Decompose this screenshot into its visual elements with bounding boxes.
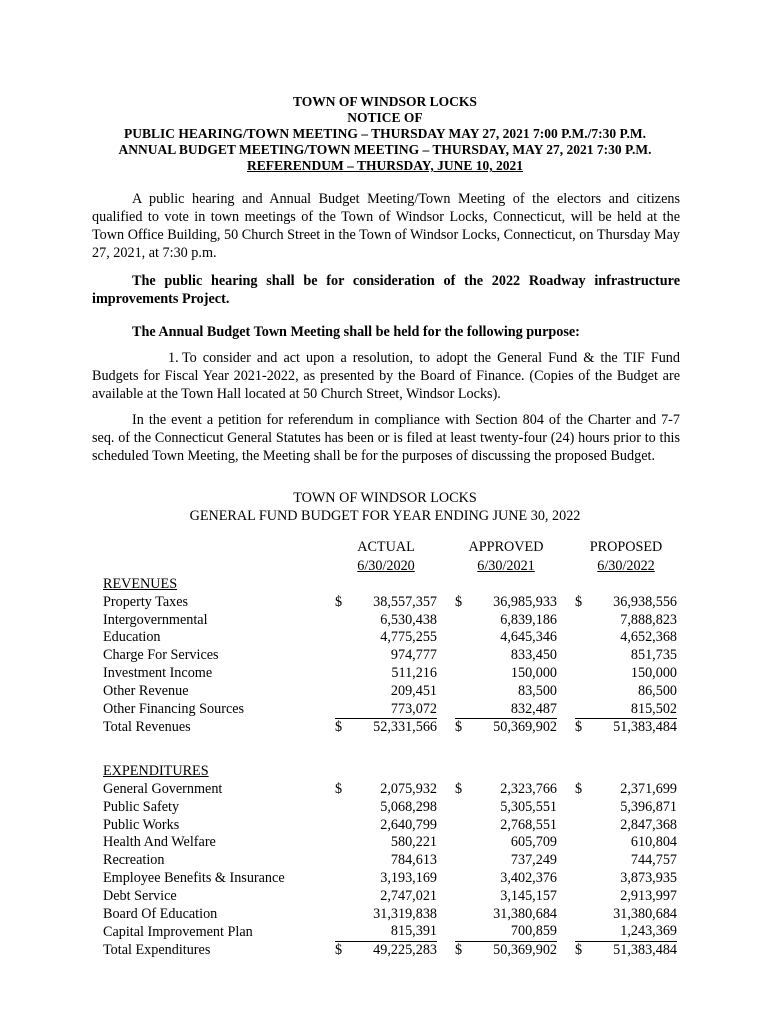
table-row	[103, 906, 677, 924]
row-label: Charge For Services	[103, 647, 219, 664]
revenues-total-row	[103, 719, 677, 737]
row-value: 2,768,551	[500, 816, 557, 833]
currency-sign: $	[455, 942, 469, 960]
header-town: TOWN OF WINDSOR LOCKS	[293, 94, 477, 109]
row-value: 3,873,935	[620, 869, 677, 886]
row-value: 3,402,376	[500, 869, 557, 886]
row-value: 150,000	[630, 664, 677, 681]
revenues-heading-row	[103, 576, 677, 594]
currency-sign: $	[335, 942, 349, 960]
row-label: Total Revenues	[103, 719, 191, 736]
header-annual-budget: ANNUAL BUDGET MEETING/TOWN MEETING – THURSDAY, MAY 27, 2021 7:30 P.M.	[118, 142, 652, 157]
row-value: 86,500	[637, 682, 677, 699]
row-value: 51,383,484	[589, 942, 677, 960]
row-value: 773,072	[390, 700, 437, 717]
row-value: 3,193,169	[380, 869, 437, 886]
row-value: 4,775,255	[380, 629, 437, 646]
currency-sign: $	[455, 780, 463, 797]
row-value: 6,839,186	[500, 611, 557, 628]
row-value: 580,221	[390, 834, 437, 851]
row-value: 2,075,932	[380, 780, 437, 797]
row-value: 974,777	[390, 647, 437, 664]
table-row	[103, 665, 677, 683]
item-text: To consider and act upon a resolution, to adopt the General Fund & the TIF Fund Budgets for Fiscal Year 2021-2022, as presented by the Board of Finance. (Copies of the Budget are available at the Town Hall located at 50 Church Street, Windsor Locks).	[92, 350, 680, 402]
row-value: 49,225,283	[349, 942, 437, 960]
row-value: 815,502	[630, 700, 677, 717]
header-referendum: REFERENDUM – THURSDAY, JUNE 10, 2021	[247, 158, 523, 173]
row-value: 2,371,699	[620, 780, 677, 797]
public-hearing-paragraph: The public hearing shall be for consideration of the 2022 Roadway infrastructure improvements Project.	[92, 273, 680, 307]
currency-sign: $	[575, 593, 583, 610]
row-value: 833,450	[510, 647, 557, 664]
table-row	[103, 781, 677, 799]
row-value: 744,757	[630, 852, 677, 869]
table-row	[103, 594, 677, 612]
currency-sign: $	[575, 719, 589, 737]
row-value: 4,645,346	[500, 629, 557, 646]
revenues-heading: REVENUES	[103, 576, 178, 592]
row-value: 1,243,369	[620, 923, 677, 940]
row-label: Recreation	[103, 852, 165, 869]
row-value: 5,305,551	[500, 798, 557, 815]
row-value: 2,913,997	[620, 887, 677, 904]
row-label: Employee Benefits & Insurance	[103, 869, 285, 886]
row-value: 209,451	[390, 682, 437, 699]
row-value: 51,383,484	[589, 719, 677, 737]
header-notice-of: NOTICE OF	[347, 110, 423, 125]
table-row	[103, 683, 677, 701]
row-label: General Government	[103, 780, 223, 797]
table-row	[103, 612, 677, 630]
row-value: 31,380,684	[613, 905, 677, 922]
row-value: 605,709	[510, 834, 557, 851]
budget-table	[103, 538, 677, 960]
row-value: 4,652,368	[620, 629, 677, 646]
row-value: 36,985,933	[493, 593, 557, 610]
row-label: Board Of Education	[103, 905, 218, 922]
budget-title-fund: GENERAL FUND BUDGET FOR YEAR ENDING JUNE 30, 2022	[189, 508, 581, 524]
intro-paragraph: A public hearing and Annual Budget Meeting/Town Meeting of the electors and citizens qualified to vote in town meetings of the Town of Windsor Locks, Connecticut, will be held at the Town Office Building, 50 Church Street in the Town of Windsor Locks, Connecticut, on Thursday May 27, 2021, at 7:30 p.m.	[92, 191, 680, 261]
row-label: Investment Income	[103, 664, 213, 681]
row-value: 31,319,838	[373, 905, 437, 922]
row-value: 815,391	[390, 923, 437, 940]
currency-sign: $	[335, 593, 343, 610]
row-value: 2,640,799	[380, 816, 437, 833]
row-value: 83,500	[517, 682, 557, 699]
expenditures-total-row	[103, 942, 677, 960]
row-value: 50,369,902	[469, 719, 557, 737]
row-value: 5,068,298	[380, 798, 437, 815]
row-value: 5,396,871	[620, 798, 677, 815]
row-label: Intergovernmental	[103, 611, 208, 628]
row-value: 3,145,157	[500, 887, 557, 904]
expenditures-heading-row	[103, 763, 677, 781]
row-label: Education	[103, 629, 161, 646]
row-label: Other Revenue	[103, 682, 189, 699]
table-row	[103, 834, 677, 852]
table-row	[103, 888, 677, 906]
currency-sign: $	[455, 593, 463, 610]
row-value: 610,804	[630, 834, 677, 851]
row-value: 38,557,357	[373, 593, 437, 610]
expenditures-heading: EXPENDITURES	[103, 763, 209, 780]
row-value: 31,380,684	[493, 905, 557, 922]
row-value: 150,000	[510, 664, 557, 681]
row-label: Debt Service	[103, 887, 177, 904]
row-value: 7,888,823	[620, 611, 677, 628]
row-value: 50,369,902	[469, 942, 557, 960]
table-row	[103, 799, 677, 817]
table-row	[103, 852, 677, 870]
purpose-heading: The Annual Budget Town Meeting shall be held for the following purpose:	[132, 324, 580, 340]
spacer-row	[103, 737, 677, 763]
row-value: 2,323,766	[500, 780, 557, 797]
row-label: Total Expenditures	[103, 941, 211, 958]
row-label: Capital Improvement Plan	[103, 923, 253, 940]
budget-title-town: TOWN OF WINDSOR LOCKS	[293, 490, 477, 506]
row-label: Public Works	[103, 816, 180, 833]
row-label: Property Taxes	[103, 593, 189, 610]
currency-sign: $	[455, 719, 469, 737]
row-value: 511,216	[391, 664, 437, 681]
currency-sign: $	[335, 780, 343, 797]
row-value: 2,847,368	[620, 816, 677, 833]
currency-sign: $	[335, 719, 349, 737]
row-value: 6,530,438	[380, 611, 437, 628]
table-row	[103, 923, 677, 941]
budget-title	[40, 489, 730, 525]
currency-sign: $	[575, 942, 589, 960]
row-label: Other Financing Sources	[103, 700, 245, 717]
col-actual: ACTUAL 6/30/2020	[357, 539, 415, 574]
row-value: 784,613	[390, 852, 437, 869]
column-header-row	[103, 538, 677, 576]
row-label: Public Safety	[103, 798, 180, 815]
table-row	[103, 817, 677, 835]
col-approved: APPROVED 6/30/2021	[468, 539, 544, 574]
table-row	[103, 629, 677, 647]
table-row	[103, 870, 677, 888]
notice-header	[40, 94, 730, 174]
row-value: 52,331,566	[349, 719, 437, 737]
row-value: 36,938,556	[613, 593, 677, 610]
table-row	[103, 647, 677, 665]
referendum-paragraph: In the event a petition for referendum in compliance with Section 804 of the Charter and 7-7 seq. of the Connecticut General Statutes has been or is filed at least twenty-four (24) hours prior to this scheduled Town Meeting, the Meeting shall be for the purposes of discussing the proposed Budget.	[92, 412, 680, 464]
row-value: 851,735	[630, 647, 677, 664]
currency-sign: $	[575, 780, 583, 797]
row-value: 832,487	[510, 700, 557, 717]
item-number: 1.	[168, 350, 179, 366]
row-value: 700,859	[510, 923, 557, 940]
table-row	[103, 701, 677, 719]
row-label: Health And Welfare	[103, 834, 216, 851]
purpose-item-1	[92, 349, 680, 403]
header-public-hearing: PUBLIC HEARING/TOWN MEETING – THURSDAY MAY 27, 2021 7:00 P.M./7:30 P.M.	[124, 126, 646, 141]
col-proposed: PROPOSED 6/30/2022	[589, 539, 663, 574]
row-value: 737,249	[510, 852, 557, 869]
row-value: 2,747,021	[380, 887, 437, 904]
